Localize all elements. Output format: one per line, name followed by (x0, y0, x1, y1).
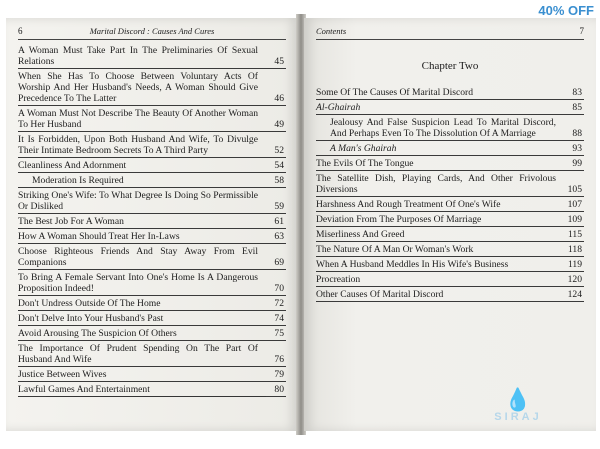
toc-entry-page: 85 (572, 102, 582, 113)
toc-entry (18, 297, 286, 311)
toc-entry (18, 312, 286, 326)
toc-entry-title: The Evils Of The Tongue (316, 158, 414, 169)
left-page-title: Marital Discord : Causes And Cures (89, 26, 215, 36)
toc-entry-title: Deviation From The Purposes Of Marriage (316, 214, 482, 225)
toc-entry-page: 74 (274, 313, 284, 324)
toc-entry-title: To Bring A Female Servant Into One's Home Is A Dangerous Proposition Indeed! (18, 272, 258, 294)
toc-entry (18, 133, 286, 158)
toc-entry-page: 76 (274, 354, 284, 365)
toc-entry-page: 61 (274, 216, 284, 227)
toc-entry-title: Justice Between Wives (18, 369, 107, 380)
toc-entry-title: Don't Undress Outside Of The Home (18, 298, 161, 309)
toc-entry-title: Al-Ghairah (316, 102, 361, 113)
left-running-head (18, 26, 286, 40)
toc-entry (18, 327, 286, 341)
toc-entry-title: Striking One's Wife: To What Degree Is Doing So Permissible Or Disliked (18, 190, 258, 212)
chapter-heading: Chapter Two (421, 60, 479, 72)
toc-entry (18, 230, 286, 244)
toc-entry (316, 172, 584, 197)
toc-entry-title: The Importance Of Prudent Spending On The Part Of Husband And Wife (18, 343, 258, 365)
toc-entry (316, 258, 584, 272)
toc-entry (18, 189, 286, 214)
toc-entry-page: 63 (274, 231, 284, 242)
left-page-number: 6 (18, 26, 23, 36)
toc-entry-title: When A Husband Meddles In His Wife's Business (316, 259, 509, 270)
toc-entry (18, 159, 286, 173)
toc-entry-page: 105 (567, 184, 582, 195)
toc-entry (18, 44, 286, 69)
left-contents-list (18, 44, 286, 398)
toc-entry-page: 124 (567, 289, 582, 300)
toc-entry (316, 273, 584, 287)
toc-entry (316, 213, 584, 227)
toc-entry-page: 109 (567, 214, 582, 225)
toc-entry (18, 107, 286, 132)
toc-entry-title: The Satellite Dish, Playing Cards, And Other Frivolous Diversions (316, 173, 556, 195)
toc-entry (316, 198, 584, 212)
toc-entry-title: How A Woman Should Treat Her In-Laws (18, 231, 180, 242)
toc-entry (18, 383, 286, 397)
toc-entry-title: When She Has To Choose Between Voluntary Acts Of Worship And Her Husband's Needs, A Woman Should Give Precedence To The Latter (18, 71, 258, 104)
toc-entry-title: Other Causes Of Marital Discord (316, 289, 444, 300)
logo-text: SIRAJ (494, 411, 542, 423)
toc-entry-title: Harshness And Rough Treatment Of One's Wife (316, 199, 501, 210)
toc-entry (316, 101, 584, 115)
discount-badge[interactable]: 40% OFF (538, 3, 594, 18)
toc-entry-page: 80 (274, 384, 284, 395)
toc-entry-page: 107 (567, 199, 582, 210)
toc-entry-page: 115 (567, 229, 582, 240)
toc-entry-page: 118 (567, 244, 582, 255)
toc-entry-page: 49 (274, 119, 284, 130)
toc-entry (316, 142, 584, 156)
toc-entry-page: 79 (274, 369, 284, 380)
toc-entry-title: Don't Delve Into Your Husband's Past (18, 313, 164, 324)
toc-entry-page: 88 (572, 128, 582, 139)
toc-entry-title: A Man's Ghairah (330, 143, 397, 154)
toc-entry-title: A Woman Must Take Part In The Preliminaries Of Sexual Relations (18, 45, 258, 67)
right-contents-list (316, 86, 584, 303)
toc-entry (316, 86, 584, 100)
toc-entry (18, 342, 286, 367)
open-book (4, 4, 596, 445)
toc-entry (316, 228, 584, 242)
toc-entry-page: 93 (572, 143, 582, 154)
toc-entry-title: Moderation Is Required (32, 175, 124, 186)
toc-entry-page: 72 (274, 298, 284, 309)
toc-entry-title: The Best Job For A Woman (18, 216, 124, 227)
toc-entry (18, 70, 286, 106)
siraj-logo (488, 389, 548, 423)
toc-entry-title: Miserliness And Greed (316, 229, 405, 240)
toc-entry-page: 83 (572, 87, 582, 98)
right-page-title: Contents (316, 26, 347, 36)
page-bleed-through (46, 396, 266, 405)
toc-entry-title: Cleanliness And Adornment (18, 160, 127, 171)
toc-entry-title: Some Of The Causes Of Marital Discord (316, 87, 474, 98)
right-running-head (316, 26, 584, 40)
toc-entry-title: A Woman Must Not Describe The Beauty Of Another Woman To Her Husband (18, 108, 258, 130)
right-page (304, 18, 596, 431)
toc-entry (18, 174, 286, 188)
toc-entry (18, 271, 286, 296)
toc-entry-page: 69 (274, 257, 284, 268)
toc-entry-page: 70 (274, 283, 284, 294)
toc-entry-page: 45 (274, 56, 284, 67)
toc-entry-page: 52 (274, 145, 284, 156)
toc-entry-page: 54 (274, 160, 284, 171)
toc-entry-title: Lawful Games And Entertainment (18, 384, 150, 395)
drop-icon: 💧 (504, 387, 532, 412)
toc-entry-page: 75 (274, 328, 284, 339)
toc-entry-page: 59 (274, 201, 284, 212)
toc-entry-page: 58 (274, 175, 284, 186)
toc-entry (316, 243, 584, 257)
toc-entry (316, 288, 584, 302)
left-page (6, 18, 298, 431)
toc-entry (316, 116, 584, 141)
toc-entry (316, 157, 584, 171)
toc-entry-page: 46 (274, 93, 284, 104)
toc-entry-title: It Is Forbidden, Upon Both Husband And Wife, To Divulge Their Intimate Bedroom Secrets To A Third Party (18, 134, 258, 156)
toc-entry (18, 245, 286, 270)
toc-entry-title: Choose Righteous Friends And Stay Away From Evil Companions (18, 246, 258, 268)
toc-entry (18, 368, 286, 382)
toc-entry-title: Avoid Arousing The Suspicion Of Others (18, 328, 177, 339)
toc-entry-page: 120 (567, 274, 582, 285)
toc-entry (18, 215, 286, 229)
right-page-number: 7 (579, 26, 584, 36)
toc-entry-title: The Nature Of A Man Or Woman's Work (316, 244, 474, 255)
toc-entry-title: Jealousy And False Suspicion Lead To Marital Discord, And Perhaps Even To The Dissolution Of A Marriage (330, 117, 556, 139)
toc-entry-page: 119 (567, 259, 582, 270)
toc-entry-title: Procreation (316, 274, 361, 285)
toc-entry-page: 99 (572, 158, 582, 169)
